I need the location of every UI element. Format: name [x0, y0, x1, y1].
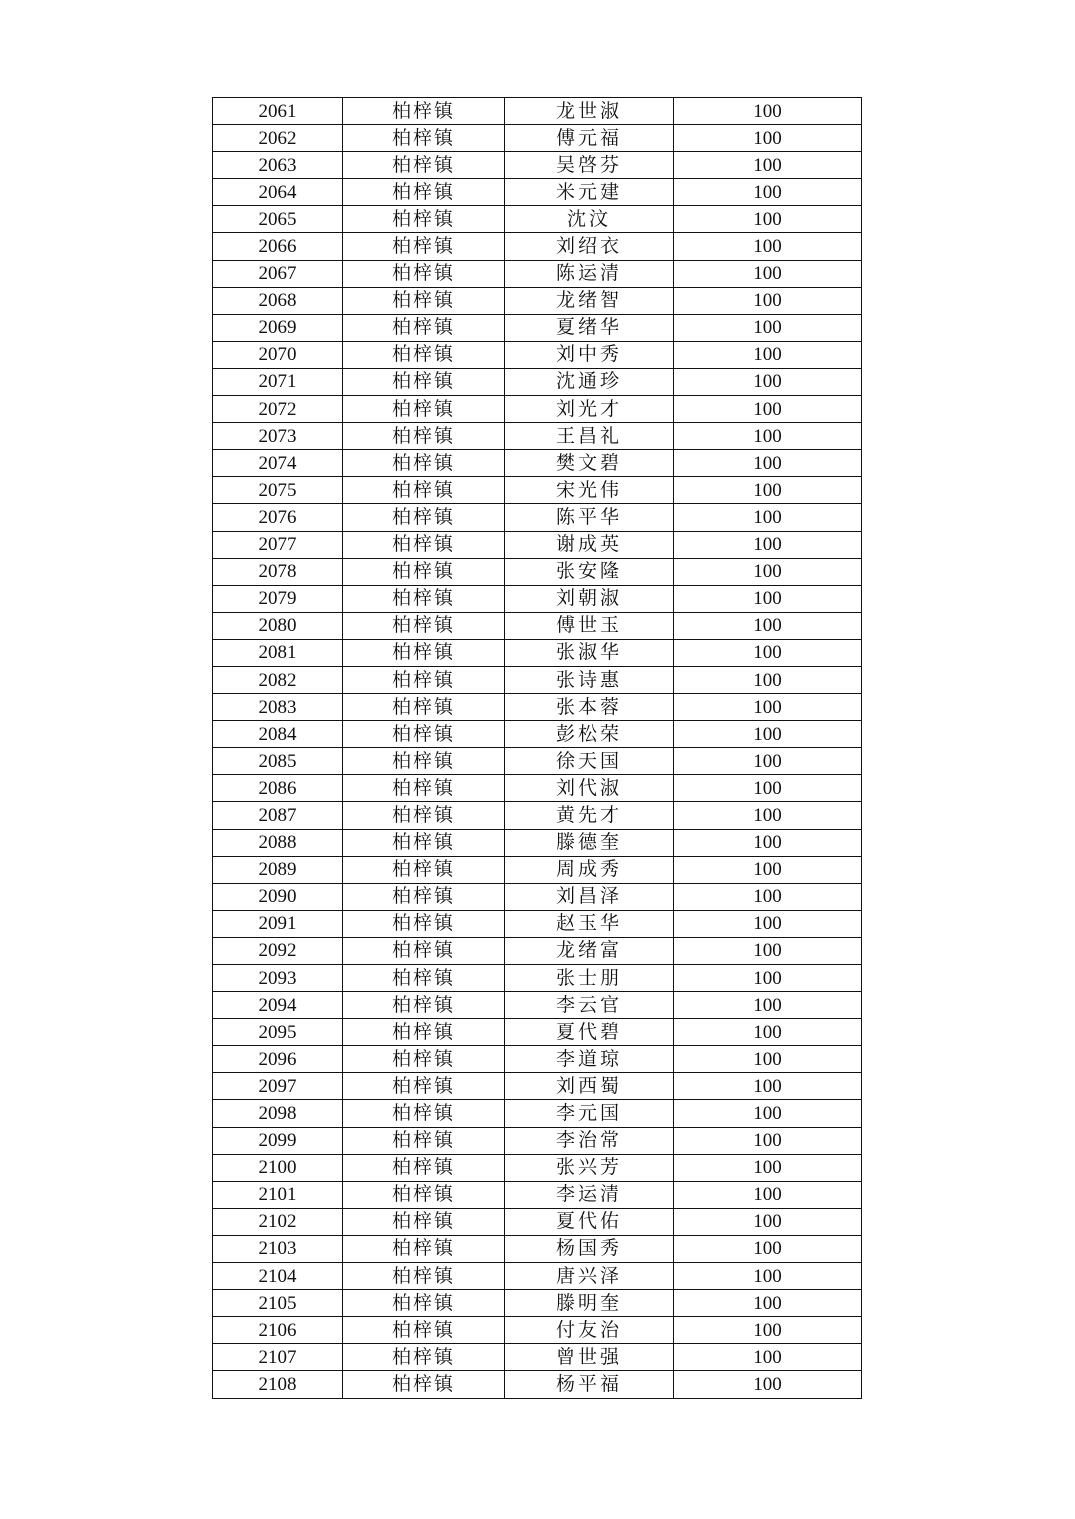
serial-number-cell: 2101 — [213, 1181, 343, 1208]
serial-number-cell: 2079 — [213, 585, 343, 612]
person-name-cell: 李道琼 — [505, 1046, 674, 1073]
table-row — [213, 639, 862, 666]
amount-cell: 100 — [674, 694, 862, 721]
table-row — [213, 910, 862, 937]
town-cell: 柏梓镇 — [343, 287, 505, 314]
table-row — [213, 1290, 862, 1317]
amount-cell: 100 — [674, 423, 862, 450]
person-name-cell: 李运清 — [505, 1181, 674, 1208]
amount-cell: 100 — [674, 748, 862, 775]
person-name-cell: 陈运清 — [505, 260, 674, 287]
person-name-cell: 杨国秀 — [505, 1235, 674, 1262]
town-cell: 柏梓镇 — [343, 260, 505, 287]
person-name-cell: 张诗惠 — [505, 666, 674, 693]
amount-cell: 100 — [674, 910, 862, 937]
table-row — [213, 1317, 862, 1344]
serial-number-cell: 2095 — [213, 1019, 343, 1046]
amount-cell: 100 — [674, 1235, 862, 1262]
table-row — [213, 314, 862, 341]
serial-number-cell: 2071 — [213, 368, 343, 395]
table-row — [213, 287, 862, 314]
amount-cell: 100 — [674, 287, 862, 314]
serial-number-cell: 2100 — [213, 1154, 343, 1181]
town-cell: 柏梓镇 — [343, 1046, 505, 1073]
table-row — [213, 965, 862, 992]
amount-cell: 100 — [674, 1181, 862, 1208]
serial-number-cell: 2087 — [213, 802, 343, 829]
serial-number-cell: 2068 — [213, 287, 343, 314]
serial-number-cell: 2075 — [213, 477, 343, 504]
amount-cell: 100 — [674, 775, 862, 802]
serial-number-cell: 2094 — [213, 992, 343, 1019]
serial-number-cell: 2090 — [213, 883, 343, 910]
town-cell: 柏梓镇 — [343, 152, 505, 179]
serial-number-cell: 2088 — [213, 829, 343, 856]
amount-cell: 100 — [674, 477, 862, 504]
person-name-cell: 赵玉华 — [505, 910, 674, 937]
table-row — [213, 450, 862, 477]
amount-cell: 100 — [674, 1317, 862, 1344]
person-name-cell: 宋光伟 — [505, 477, 674, 504]
town-cell: 柏梓镇 — [343, 423, 505, 450]
person-name-cell: 刘中秀 — [505, 341, 674, 368]
town-cell: 柏梓镇 — [343, 639, 505, 666]
person-name-cell: 张士朋 — [505, 965, 674, 992]
person-name-cell: 傅世玉 — [505, 612, 674, 639]
person-name-cell: 张本蓉 — [505, 694, 674, 721]
table-row — [213, 802, 862, 829]
amount-cell: 100 — [674, 233, 862, 260]
person-name-cell: 李元国 — [505, 1100, 674, 1127]
person-name-cell: 刘光才 — [505, 396, 674, 423]
serial-number-cell: 2067 — [213, 260, 343, 287]
serial-number-cell: 2078 — [213, 558, 343, 585]
table-row — [213, 666, 862, 693]
person-name-cell: 张兴芳 — [505, 1154, 674, 1181]
amount-cell: 100 — [674, 856, 862, 883]
serial-number-cell: 2072 — [213, 396, 343, 423]
table-row — [213, 368, 862, 395]
serial-number-cell: 2082 — [213, 666, 343, 693]
town-cell: 柏梓镇 — [343, 1371, 505, 1398]
table-row — [213, 775, 862, 802]
serial-number-cell: 2073 — [213, 423, 343, 450]
serial-number-cell: 2070 — [213, 341, 343, 368]
person-name-cell: 刘西蜀 — [505, 1073, 674, 1100]
serial-number-cell: 2096 — [213, 1046, 343, 1073]
table-row — [213, 1263, 862, 1290]
person-name-cell: 滕德奎 — [505, 829, 674, 856]
town-cell: 柏梓镇 — [343, 721, 505, 748]
town-cell: 柏梓镇 — [343, 396, 505, 423]
serial-number-cell: 2080 — [213, 612, 343, 639]
town-cell: 柏梓镇 — [343, 965, 505, 992]
town-cell: 柏梓镇 — [343, 1263, 505, 1290]
amount-cell: 100 — [674, 1290, 862, 1317]
person-name-cell: 刘昌泽 — [505, 883, 674, 910]
table-row — [213, 612, 862, 639]
table-row — [213, 558, 862, 585]
person-name-cell: 杨平福 — [505, 1371, 674, 1398]
town-cell: 柏梓镇 — [343, 585, 505, 612]
amount-cell: 100 — [674, 937, 862, 964]
table-row — [213, 1371, 862, 1398]
table-row — [213, 829, 862, 856]
table-row — [213, 1100, 862, 1127]
person-name-cell: 沈汶 — [505, 206, 674, 233]
serial-number-cell: 2061 — [213, 98, 343, 125]
roster-table-body — [213, 98, 862, 1399]
table-row — [213, 1181, 862, 1208]
amount-cell: 100 — [674, 666, 862, 693]
town-cell: 柏梓镇 — [343, 341, 505, 368]
amount-cell: 100 — [674, 992, 862, 1019]
person-name-cell: 周成秀 — [505, 856, 674, 883]
serial-number-cell: 2085 — [213, 748, 343, 775]
amount-cell: 100 — [674, 585, 862, 612]
person-name-cell: 夏代碧 — [505, 1019, 674, 1046]
town-cell: 柏梓镇 — [343, 829, 505, 856]
town-cell: 柏梓镇 — [343, 450, 505, 477]
person-name-cell: 徐天国 — [505, 748, 674, 775]
amount-cell: 100 — [674, 1100, 862, 1127]
table-row — [213, 585, 862, 612]
town-cell: 柏梓镇 — [343, 314, 505, 341]
serial-number-cell: 2084 — [213, 721, 343, 748]
amount-cell: 100 — [674, 1208, 862, 1235]
amount-cell: 100 — [674, 721, 862, 748]
amount-cell: 100 — [674, 1127, 862, 1154]
person-name-cell: 吴啓芬 — [505, 152, 674, 179]
town-cell: 柏梓镇 — [343, 748, 505, 775]
town-cell: 柏梓镇 — [343, 1154, 505, 1181]
town-cell: 柏梓镇 — [343, 531, 505, 558]
amount-cell: 100 — [674, 612, 862, 639]
amount-cell: 100 — [674, 1344, 862, 1371]
person-name-cell: 刘朝淑 — [505, 585, 674, 612]
person-name-cell: 王昌礼 — [505, 423, 674, 450]
table-row — [213, 206, 862, 233]
town-cell: 柏梓镇 — [343, 775, 505, 802]
amount-cell: 100 — [674, 639, 862, 666]
town-cell: 柏梓镇 — [343, 992, 505, 1019]
amount-cell: 100 — [674, 965, 862, 992]
amount-cell: 100 — [674, 531, 862, 558]
amount-cell: 100 — [674, 1263, 862, 1290]
serial-number-cell: 2105 — [213, 1290, 343, 1317]
person-name-cell: 樊文碧 — [505, 450, 674, 477]
table-row — [213, 531, 862, 558]
serial-number-cell: 2089 — [213, 856, 343, 883]
person-name-cell: 李治常 — [505, 1127, 674, 1154]
serial-number-cell: 2066 — [213, 233, 343, 260]
person-name-cell: 夏代佑 — [505, 1208, 674, 1235]
town-cell: 柏梓镇 — [343, 504, 505, 531]
table-row — [213, 179, 862, 206]
person-name-cell: 沈通珍 — [505, 368, 674, 395]
town-cell: 柏梓镇 — [343, 1208, 505, 1235]
person-name-cell: 滕明奎 — [505, 1290, 674, 1317]
amount-cell: 100 — [674, 368, 862, 395]
serial-number-cell: 2097 — [213, 1073, 343, 1100]
person-name-cell: 龙绪智 — [505, 287, 674, 314]
serial-number-cell: 2099 — [213, 1127, 343, 1154]
table-row — [213, 1019, 862, 1046]
town-cell: 柏梓镇 — [343, 179, 505, 206]
person-name-cell: 龙世淑 — [505, 98, 674, 125]
amount-cell: 100 — [674, 125, 862, 152]
table-row — [213, 396, 862, 423]
serial-number-cell: 2098 — [213, 1100, 343, 1127]
town-cell: 柏梓镇 — [343, 1344, 505, 1371]
town-cell: 柏梓镇 — [343, 910, 505, 937]
amount-cell: 100 — [674, 1073, 862, 1100]
amount-cell: 100 — [674, 206, 862, 233]
town-cell: 柏梓镇 — [343, 477, 505, 504]
table-row — [213, 721, 862, 748]
town-cell: 柏梓镇 — [343, 666, 505, 693]
person-name-cell: 夏绪华 — [505, 314, 674, 341]
serial-number-cell: 2108 — [213, 1371, 343, 1398]
amount-cell: 100 — [674, 1046, 862, 1073]
amount-cell: 100 — [674, 883, 862, 910]
person-name-cell: 曾世强 — [505, 1344, 674, 1371]
person-name-cell: 米元建 — [505, 179, 674, 206]
serial-number-cell: 2086 — [213, 775, 343, 802]
table-row — [213, 883, 862, 910]
table-row — [213, 992, 862, 1019]
serial-number-cell: 2062 — [213, 125, 343, 152]
person-name-cell: 刘绍衣 — [505, 233, 674, 260]
serial-number-cell: 2093 — [213, 965, 343, 992]
amount-cell: 100 — [674, 450, 862, 477]
table-row — [213, 98, 862, 125]
table-row — [213, 477, 862, 504]
town-cell: 柏梓镇 — [343, 1100, 505, 1127]
person-name-cell: 龙绪富 — [505, 937, 674, 964]
amount-cell: 100 — [674, 314, 862, 341]
town-cell: 柏梓镇 — [343, 612, 505, 639]
table-row — [213, 233, 862, 260]
serial-number-cell: 2064 — [213, 179, 343, 206]
person-name-cell: 傅元福 — [505, 125, 674, 152]
person-name-cell: 付友治 — [505, 1317, 674, 1344]
serial-number-cell: 2069 — [213, 314, 343, 341]
serial-number-cell: 2103 — [213, 1235, 343, 1262]
town-cell: 柏梓镇 — [343, 1073, 505, 1100]
town-cell: 柏梓镇 — [343, 98, 505, 125]
town-cell: 柏梓镇 — [343, 856, 505, 883]
amount-cell: 100 — [674, 802, 862, 829]
amount-cell: 100 — [674, 98, 862, 125]
amount-cell: 100 — [674, 1371, 862, 1398]
table-row — [213, 341, 862, 368]
serial-number-cell: 2081 — [213, 639, 343, 666]
table-row — [213, 260, 862, 287]
town-cell: 柏梓镇 — [343, 1290, 505, 1317]
town-cell: 柏梓镇 — [343, 206, 505, 233]
person-name-cell: 谢成英 — [505, 531, 674, 558]
table-row — [213, 694, 862, 721]
town-cell: 柏梓镇 — [343, 1317, 505, 1344]
person-name-cell: 张淑华 — [505, 639, 674, 666]
serial-number-cell: 2092 — [213, 937, 343, 964]
town-cell: 柏梓镇 — [343, 233, 505, 260]
person-name-cell: 张安隆 — [505, 558, 674, 585]
table-row — [213, 152, 862, 179]
table-row — [213, 1208, 862, 1235]
serial-number-cell: 2107 — [213, 1344, 343, 1371]
serial-number-cell: 2077 — [213, 531, 343, 558]
town-cell: 柏梓镇 — [343, 1181, 505, 1208]
serial-number-cell: 2083 — [213, 694, 343, 721]
town-cell: 柏梓镇 — [343, 1235, 505, 1262]
amount-cell: 100 — [674, 1154, 862, 1181]
person-name-cell: 唐兴泽 — [505, 1263, 674, 1290]
table-row — [213, 125, 862, 152]
amount-cell: 100 — [674, 396, 862, 423]
serial-number-cell: 2102 — [213, 1208, 343, 1235]
serial-number-cell: 2091 — [213, 910, 343, 937]
town-cell: 柏梓镇 — [343, 1019, 505, 1046]
roster-table — [212, 97, 862, 1399]
serial-number-cell: 2104 — [213, 1263, 343, 1290]
amount-cell: 100 — [674, 504, 862, 531]
person-name-cell: 彭松荣 — [505, 721, 674, 748]
amount-cell: 100 — [674, 260, 862, 287]
amount-cell: 100 — [674, 558, 862, 585]
town-cell: 柏梓镇 — [343, 802, 505, 829]
amount-cell: 100 — [674, 179, 862, 206]
person-name-cell: 黄先才 — [505, 802, 674, 829]
table-row — [213, 423, 862, 450]
person-name-cell: 刘代淑 — [505, 775, 674, 802]
town-cell: 柏梓镇 — [343, 558, 505, 585]
amount-cell: 100 — [674, 829, 862, 856]
amount-cell: 100 — [674, 341, 862, 368]
serial-number-cell: 2076 — [213, 504, 343, 531]
serial-number-cell: 2065 — [213, 206, 343, 233]
table-row — [213, 748, 862, 775]
serial-number-cell: 2063 — [213, 152, 343, 179]
table-row — [213, 1154, 862, 1181]
serial-number-cell: 2074 — [213, 450, 343, 477]
table-row — [213, 1073, 862, 1100]
table-row — [213, 856, 862, 883]
amount-cell: 100 — [674, 1019, 862, 1046]
table-row — [213, 1344, 862, 1371]
town-cell: 柏梓镇 — [343, 368, 505, 395]
town-cell: 柏梓镇 — [343, 1127, 505, 1154]
town-cell: 柏梓镇 — [343, 937, 505, 964]
table-row — [213, 1235, 862, 1262]
table-row — [213, 937, 862, 964]
table-row — [213, 1046, 862, 1073]
table-row — [213, 504, 862, 531]
town-cell: 柏梓镇 — [343, 883, 505, 910]
town-cell: 柏梓镇 — [343, 125, 505, 152]
table-row — [213, 1127, 862, 1154]
town-cell: 柏梓镇 — [343, 694, 505, 721]
amount-cell: 100 — [674, 152, 862, 179]
person-name-cell: 李云官 — [505, 992, 674, 1019]
person-name-cell: 陈平华 — [505, 504, 674, 531]
serial-number-cell: 2106 — [213, 1317, 343, 1344]
